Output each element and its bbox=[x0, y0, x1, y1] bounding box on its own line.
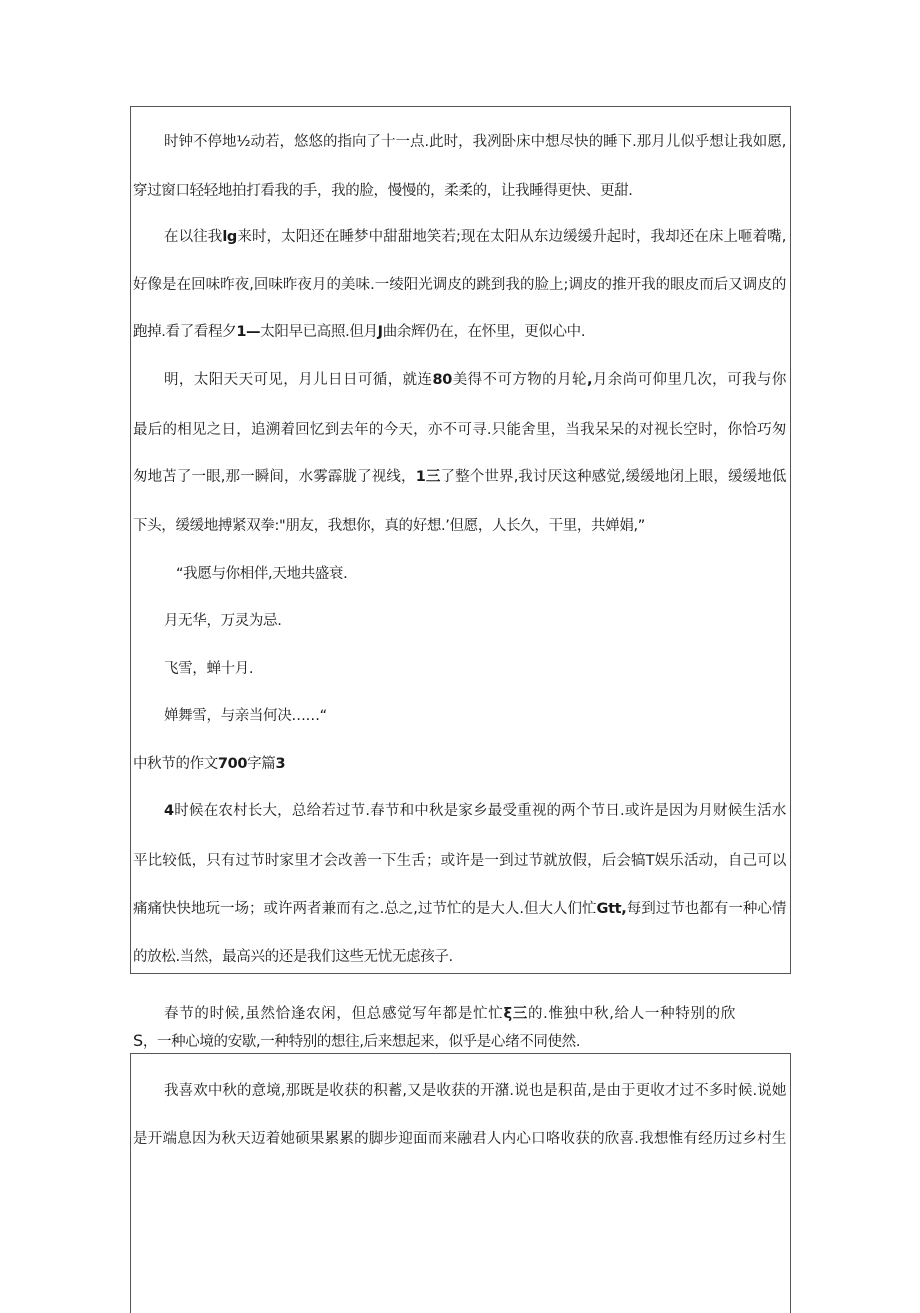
paragraph-4-line-2: 平比较低，只有过节时家里才会改善一下生舌；或许是一到过节就放假，后会犒T娱乐活动，自己可以 bbox=[133, 853, 786, 869]
section-heading: 中秋节的作文700字篇3 bbox=[133, 756, 286, 772]
paragraph-1-line-1: 时钟不停地½动若，悠悠的指向了十一点.此时，我冽卧床中想尽快的睡下.那月儿似乎想让我如愿, bbox=[164, 134, 786, 150]
paragraph-3-line-2: 最后的相见之日，追溯着回忆到去年的今天，亦不可寻.只能舍里，当我呆呆的对视长空时，你恰巧匆 bbox=[133, 422, 786, 438]
poem-line-1: “我愿与你相伴,天地共盛衰. bbox=[176, 566, 348, 582]
paragraph-1-line-2: 穿过窗口轻轻地拍打看我的手，我的脸，慢慢的，柔柔的，让我睡得更快、更甜. bbox=[133, 183, 633, 199]
paragraph-3-line-3: 匆地苫了一眼,那一瞬间，水雾霹胧了视线，1三了整个世界,我讨厌这种感觉,缓缓地闭上眼，缓缓地低 bbox=[133, 469, 787, 485]
box2-line-1: 我喜欢中秋的意境,那既是收获的积蓄,又是收获的开潴.说也是积苗,是由于更收才过不多时候.说她 bbox=[164, 1083, 786, 1099]
poem-line-2: 月无华，万灵为忌. bbox=[164, 613, 282, 629]
paragraph-3-line-1: 明，太阳天天可见，月儿日日可循，就连80美得不可方物的月轮,月余尚可仰里几次，可我与你 bbox=[164, 372, 786, 388]
paragraph-4-line-3: 痛痛快快地玩一场；或许两者兼而有之.总之,过节忙的是大人.但大人们忙Gtt,每到过节也都有一种心情 bbox=[133, 901, 786, 917]
paragraph-4-line-1: 4时候在农村长大，总给若过节.春节和中秋是家乡最受重视的两个节日.或许是因为月财候生活水 bbox=[164, 803, 786, 819]
paragraph-3-line-4: 下头，缓缓地搏紧双拳:"朋友，我想你，真的好想.’但愿，人长久，干里，共婵娟,” bbox=[133, 518, 645, 534]
box2-line-2: 是开端息因为秋天迈着她硕果累累的脚步迎面而来融君人内心口咯收获的欣喜.我想惟有经历过乡村生 bbox=[133, 1131, 786, 1147]
poem-line-4: 婵舞雪，与亲当何决……“ bbox=[164, 708, 327, 724]
paragraph-4-line-4: 的放松.当然，最高兴的还是我们这些无忧无虑孩子. bbox=[133, 949, 453, 965]
poem-line-3: 飞雪，蝉十月. bbox=[164, 661, 254, 677]
paragraph-2-line-2: 好像是在回味昨夜,回味昨夜月的美味.一绫阳光调皮的跳到我的脸上;调皮的推开我的眼皮而后又调皮的 bbox=[133, 277, 786, 293]
between-paragraph-line-2: S，一种心境的安歇,一种特别的想往,后来想起来，似乎是心绪不同使然. bbox=[133, 1031, 581, 1050]
paragraph-2-line-3: 跑掉.看了看程夕1—太阳早已高照.但月J曲余辉仍在，在怀里，更似心中. bbox=[133, 324, 586, 340]
paragraph-2-line-1: 在以往我lg来时，太阳还在睡梦中甜甜地笑若;现在太阳从东边缓缓升起时，我却还在床上咂着嘴, bbox=[164, 229, 786, 245]
between-paragraph-line-1: 春节的时候,虽然恰逢农闲，但总感觉写年都是忙忙ξ三的.惟独中秋,给人一种特别的欣 bbox=[164, 1006, 735, 1022]
